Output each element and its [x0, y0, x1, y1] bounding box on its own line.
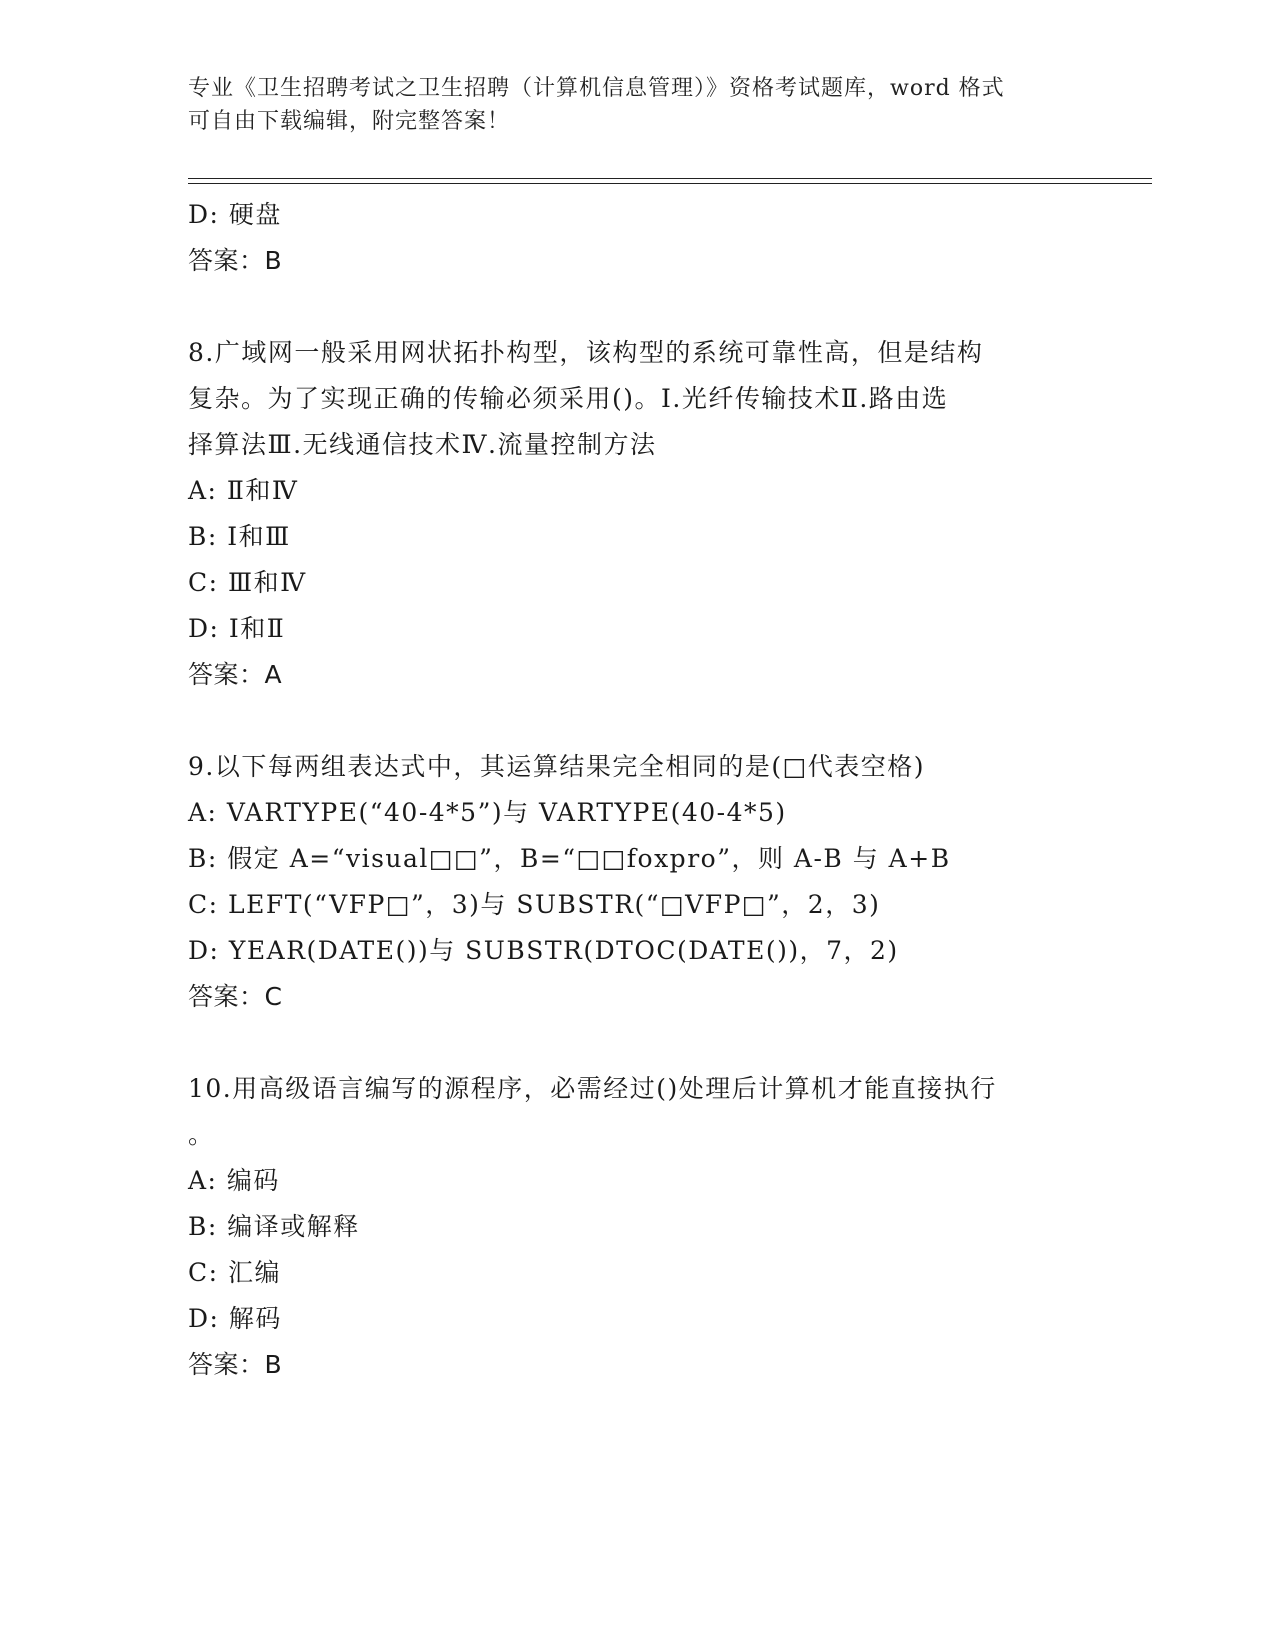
- header-divider-bottom: [188, 183, 1152, 184]
- header-line-2: 可自由下载编辑，附完整答案！: [188, 109, 511, 134]
- question-10: [188, 1066, 1088, 1388]
- question-text-line: 。: [188, 1120, 215, 1149]
- question-text-line: 9.以下每两组表达式中，其运算结果完全相同的是(□代表空格): [188, 752, 925, 781]
- option-a: A: 编码: [188, 1166, 280, 1195]
- option-d: D: 硬盘: [188, 200, 282, 229]
- answer-label: 答案：A: [188, 660, 283, 689]
- header-line-1: 专业《卫生招聘考试之卫生招聘（计算机信息管理）》资格考试题库，word 格式: [188, 76, 1005, 101]
- option-c: C: Ⅲ和Ⅳ: [188, 568, 307, 597]
- option-d: D: YEAR(DATE())与 SUBSTR(DTOC(DATE())，7，2): [188, 936, 899, 965]
- answer-label: 答案：B: [188, 246, 283, 275]
- option-c: C: 汇编: [188, 1258, 281, 1287]
- answer-label: 答案：B: [188, 1350, 283, 1379]
- question-8: [188, 330, 1088, 698]
- spacer: [188, 1020, 1088, 1066]
- option-a: A: VARTYPE(“40-4*5”)与 VARTYPE(40-4*5): [188, 798, 787, 827]
- question-list: [188, 192, 1088, 1388]
- document-header: [188, 72, 1088, 138]
- option-b: B: Ⅰ和Ⅲ: [188, 522, 291, 551]
- option-c: C: LEFT(“VFP□”，3)与 SUBSTR(“□VFP□”，2，3): [188, 890, 881, 919]
- option-d: D: Ⅰ和Ⅱ: [188, 614, 286, 643]
- option-b: B: 编译或解释: [188, 1212, 360, 1241]
- option-b: B: 假定 A=“visual□□”，B=“□□foxpro”，则 A-B 与 A+B: [188, 844, 951, 873]
- option-d: D: 解码: [188, 1304, 282, 1333]
- question-text-line: 择算法Ⅲ.无线通信技术Ⅳ.流量控制方法: [188, 430, 657, 459]
- question-9: [188, 744, 1088, 1020]
- answer-label: 答案：C: [188, 982, 283, 1011]
- question-text-line: 10.用高级语言编写的源程序，必需经过()处理后计算机才能直接执行: [188, 1074, 997, 1103]
- question-7-tail: [188, 192, 1088, 284]
- spacer: [188, 284, 1088, 330]
- option-a: A: Ⅱ和Ⅳ: [188, 476, 299, 505]
- question-text-line: 复杂。为了实现正确的传输必须采用()。Ⅰ.光纤传输技术Ⅱ.路由选: [188, 384, 949, 413]
- question-text-line: 8.广域网一般采用网状拓扑构型，该构型的系统可靠性高，但是结构: [188, 338, 984, 367]
- header-divider-top: [188, 178, 1152, 179]
- spacer: [188, 698, 1088, 744]
